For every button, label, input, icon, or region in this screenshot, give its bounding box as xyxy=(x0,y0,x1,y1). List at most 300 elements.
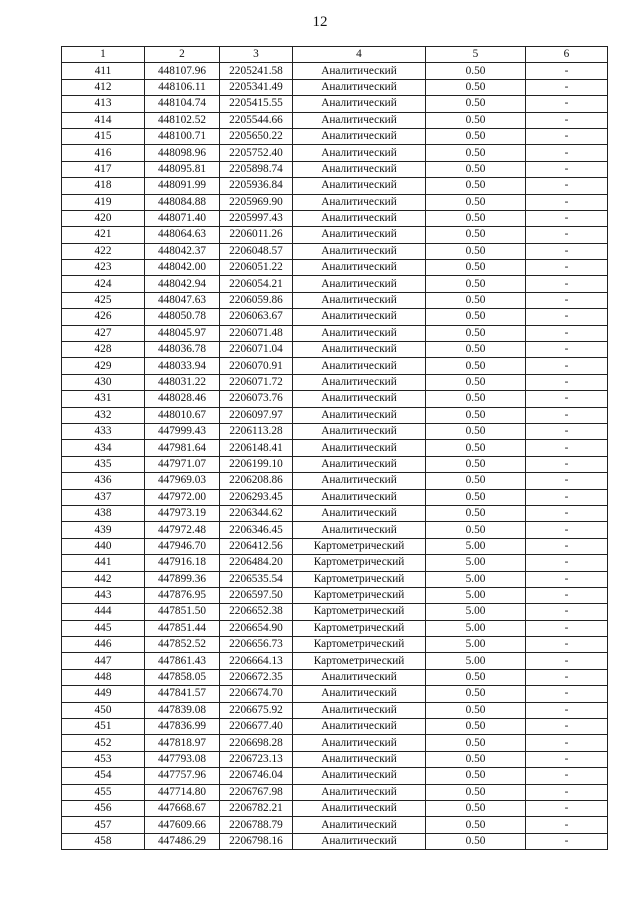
table-row xyxy=(62,243,608,259)
method-cell: Картометрический xyxy=(293,637,426,653)
accuracy-cell: 0.50 xyxy=(426,325,526,341)
y-coordinate-cell: 2206746.04 xyxy=(220,768,293,784)
x-coordinate-cell: 448042.94 xyxy=(145,276,220,292)
accuracy-cell: 0.50 xyxy=(426,243,526,259)
y-coordinate-cell: 2206674.70 xyxy=(220,686,293,702)
point-number-cell: 421 xyxy=(62,227,145,243)
method-cell: Аналитический xyxy=(293,309,426,325)
point-number-cell: 429 xyxy=(62,358,145,374)
method-cell: Аналитический xyxy=(293,63,426,79)
accuracy-cell: 0.50 xyxy=(426,407,526,423)
method-cell: Аналитический xyxy=(293,292,426,308)
y-coordinate-cell: 2206782.21 xyxy=(220,800,293,816)
method-cell: Картометрический xyxy=(293,604,426,620)
description-cell: - xyxy=(526,243,608,259)
table-row xyxy=(62,604,608,620)
table-row xyxy=(62,784,608,800)
x-coordinate-cell: 447851.50 xyxy=(145,604,220,620)
point-number-cell: 445 xyxy=(62,620,145,636)
method-cell: Аналитический xyxy=(293,686,426,702)
method-cell: Картометрический xyxy=(293,538,426,554)
point-number-cell: 451 xyxy=(62,719,145,735)
x-coordinate-cell: 447793.08 xyxy=(145,751,220,767)
column-header-1: 1 xyxy=(62,47,145,63)
table-row xyxy=(62,63,608,79)
table-row xyxy=(62,768,608,784)
table-body xyxy=(62,63,608,850)
table-row xyxy=(62,735,608,751)
method-cell: Аналитический xyxy=(293,751,426,767)
point-number-cell: 440 xyxy=(62,538,145,554)
description-cell: - xyxy=(526,309,608,325)
y-coordinate-cell: 2206071.04 xyxy=(220,342,293,358)
table-row xyxy=(62,161,608,177)
method-cell: Аналитический xyxy=(293,178,426,194)
accuracy-cell: 0.50 xyxy=(426,817,526,833)
y-coordinate-cell: 2206652.38 xyxy=(220,604,293,620)
accuracy-cell: 0.50 xyxy=(426,79,526,95)
method-cell: Аналитический xyxy=(293,145,426,161)
x-coordinate-cell: 448106.11 xyxy=(145,79,220,95)
table-row xyxy=(62,538,608,554)
point-number-cell: 448 xyxy=(62,669,145,685)
x-coordinate-cell: 447836.99 xyxy=(145,719,220,735)
description-cell: - xyxy=(526,522,608,538)
y-coordinate-cell: 2206054.21 xyxy=(220,276,293,292)
x-coordinate-cell: 447973.19 xyxy=(145,505,220,521)
column-header-6: 6 xyxy=(526,47,608,63)
accuracy-cell: 0.50 xyxy=(426,309,526,325)
x-coordinate-cell: 447486.29 xyxy=(145,833,220,849)
table-row xyxy=(62,292,608,308)
method-cell: Аналитический xyxy=(293,817,426,833)
method-cell: Картометрический xyxy=(293,653,426,669)
description-cell: - xyxy=(526,702,608,718)
x-coordinate-cell: 447818.97 xyxy=(145,735,220,751)
y-coordinate-cell: 2206097.97 xyxy=(220,407,293,423)
accuracy-cell: 0.50 xyxy=(426,128,526,144)
method-cell: Аналитический xyxy=(293,456,426,472)
column-header-2: 2 xyxy=(145,47,220,63)
description-cell: - xyxy=(526,161,608,177)
accuracy-cell: 0.50 xyxy=(426,342,526,358)
x-coordinate-cell: 448036.78 xyxy=(145,342,220,358)
accuracy-cell: 0.50 xyxy=(426,374,526,390)
y-coordinate-cell: 2205969.90 xyxy=(220,194,293,210)
description-cell: - xyxy=(526,178,608,194)
table-row xyxy=(62,522,608,538)
point-number-cell: 455 xyxy=(62,784,145,800)
y-coordinate-cell: 2206597.50 xyxy=(220,587,293,603)
x-coordinate-cell: 447839.08 xyxy=(145,702,220,718)
accuracy-cell: 5.00 xyxy=(426,538,526,554)
x-coordinate-cell: 447876.95 xyxy=(145,587,220,603)
accuracy-cell: 0.50 xyxy=(426,456,526,472)
x-coordinate-cell: 447946.70 xyxy=(145,538,220,554)
y-coordinate-cell: 2206059.86 xyxy=(220,292,293,308)
point-number-cell: 443 xyxy=(62,587,145,603)
accuracy-cell: 0.50 xyxy=(426,833,526,849)
point-number-cell: 414 xyxy=(62,112,145,128)
accuracy-cell: 0.50 xyxy=(426,473,526,489)
x-coordinate-cell: 447851.44 xyxy=(145,620,220,636)
point-number-cell: 425 xyxy=(62,292,145,308)
method-cell: Аналитический xyxy=(293,669,426,685)
description-cell: - xyxy=(526,227,608,243)
accuracy-cell: 5.00 xyxy=(426,637,526,653)
y-coordinate-cell: 2206071.72 xyxy=(220,374,293,390)
accuracy-cell: 0.50 xyxy=(426,522,526,538)
point-number-cell: 416 xyxy=(62,145,145,161)
method-cell: Аналитический xyxy=(293,719,426,735)
x-coordinate-cell: 448098.96 xyxy=(145,145,220,161)
table-row xyxy=(62,79,608,95)
point-number-cell: 447 xyxy=(62,653,145,669)
accuracy-cell: 0.50 xyxy=(426,391,526,407)
description-cell: - xyxy=(526,79,608,95)
column-header-3: 3 xyxy=(220,47,293,63)
y-coordinate-cell: 2206412.56 xyxy=(220,538,293,554)
table-row xyxy=(62,423,608,439)
description-cell: - xyxy=(526,407,608,423)
x-coordinate-cell: 447972.48 xyxy=(145,522,220,538)
x-coordinate-cell: 447841.57 xyxy=(145,686,220,702)
x-coordinate-cell: 448095.81 xyxy=(145,161,220,177)
method-cell: Аналитический xyxy=(293,112,426,128)
accuracy-cell: 5.00 xyxy=(426,653,526,669)
table-row xyxy=(62,96,608,112)
accuracy-cell: 0.50 xyxy=(426,63,526,79)
point-number-cell: 415 xyxy=(62,128,145,144)
accuracy-cell: 0.50 xyxy=(426,669,526,685)
point-number-cell: 427 xyxy=(62,325,145,341)
column-header-5: 5 xyxy=(426,47,526,63)
table-row xyxy=(62,686,608,702)
y-coordinate-cell: 2206148.41 xyxy=(220,440,293,456)
point-number-cell: 453 xyxy=(62,751,145,767)
x-coordinate-cell: 448107.96 xyxy=(145,63,220,79)
point-number-cell: 458 xyxy=(62,833,145,849)
table-row xyxy=(62,587,608,603)
accuracy-cell: 0.50 xyxy=(426,227,526,243)
method-cell: Аналитический xyxy=(293,489,426,505)
y-coordinate-cell: 2205415.55 xyxy=(220,96,293,112)
accuracy-cell: 0.50 xyxy=(426,178,526,194)
description-cell: - xyxy=(526,456,608,472)
description-cell: - xyxy=(526,325,608,341)
accuracy-cell: 0.50 xyxy=(426,702,526,718)
table-row xyxy=(62,178,608,194)
method-cell: Аналитический xyxy=(293,391,426,407)
table-row xyxy=(62,719,608,735)
description-cell: - xyxy=(526,210,608,226)
y-coordinate-cell: 2205341.49 xyxy=(220,79,293,95)
y-coordinate-cell: 2206071.48 xyxy=(220,325,293,341)
description-cell: - xyxy=(526,587,608,603)
method-cell: Картометрический xyxy=(293,620,426,636)
description-cell: - xyxy=(526,620,608,636)
method-cell: Аналитический xyxy=(293,276,426,292)
y-coordinate-cell: 2206698.28 xyxy=(220,735,293,751)
accuracy-cell: 0.50 xyxy=(426,194,526,210)
x-coordinate-cell: 448091.99 xyxy=(145,178,220,194)
description-cell: - xyxy=(526,833,608,849)
description-cell: - xyxy=(526,604,608,620)
x-coordinate-cell: 447971.07 xyxy=(145,456,220,472)
accuracy-cell: 0.50 xyxy=(426,768,526,784)
x-coordinate-cell: 448031.22 xyxy=(145,374,220,390)
table-row xyxy=(62,276,608,292)
table-row xyxy=(62,128,608,144)
description-cell: - xyxy=(526,96,608,112)
description-cell: - xyxy=(526,260,608,276)
point-number-cell: 437 xyxy=(62,489,145,505)
accuracy-cell: 0.50 xyxy=(426,292,526,308)
table-row xyxy=(62,833,608,849)
point-number-cell: 456 xyxy=(62,800,145,816)
x-coordinate-cell: 448084.88 xyxy=(145,194,220,210)
y-coordinate-cell: 2206208.86 xyxy=(220,473,293,489)
y-coordinate-cell: 2205752.40 xyxy=(220,145,293,161)
y-coordinate-cell: 2206677.40 xyxy=(220,719,293,735)
x-coordinate-cell: 448071.40 xyxy=(145,210,220,226)
description-cell: - xyxy=(526,358,608,374)
method-cell: Картометрический xyxy=(293,571,426,587)
point-number-cell: 424 xyxy=(62,276,145,292)
description-cell: - xyxy=(526,653,608,669)
description-cell: - xyxy=(526,473,608,489)
point-number-cell: 457 xyxy=(62,817,145,833)
point-number-cell: 417 xyxy=(62,161,145,177)
method-cell: Аналитический xyxy=(293,342,426,358)
accuracy-cell: 0.50 xyxy=(426,423,526,439)
point-number-cell: 442 xyxy=(62,571,145,587)
x-coordinate-cell: 447609.66 xyxy=(145,817,220,833)
x-coordinate-cell: 447999.43 xyxy=(145,423,220,439)
table-row xyxy=(62,637,608,653)
column-header-4: 4 xyxy=(293,47,426,63)
method-cell: Картометрический xyxy=(293,555,426,571)
x-coordinate-cell: 447899.36 xyxy=(145,571,220,587)
table-row xyxy=(62,751,608,767)
y-coordinate-cell: 2205997.43 xyxy=(220,210,293,226)
x-coordinate-cell: 448102.52 xyxy=(145,112,220,128)
description-cell: - xyxy=(526,374,608,390)
y-coordinate-cell: 2206344.62 xyxy=(220,505,293,521)
point-number-cell: 452 xyxy=(62,735,145,751)
description-cell: - xyxy=(526,145,608,161)
description-cell: - xyxy=(526,342,608,358)
table-row xyxy=(62,571,608,587)
table-row xyxy=(62,342,608,358)
y-coordinate-cell: 2205898.74 xyxy=(220,161,293,177)
y-coordinate-cell: 2206656.73 xyxy=(220,637,293,653)
point-number-cell: 431 xyxy=(62,391,145,407)
y-coordinate-cell: 2206535.54 xyxy=(220,571,293,587)
method-cell: Аналитический xyxy=(293,784,426,800)
y-coordinate-cell: 2205544.66 xyxy=(220,112,293,128)
point-number-cell: 450 xyxy=(62,702,145,718)
y-coordinate-cell: 2205936.84 xyxy=(220,178,293,194)
y-coordinate-cell: 2206675.92 xyxy=(220,702,293,718)
x-coordinate-cell: 447858.05 xyxy=(145,669,220,685)
point-number-cell: 428 xyxy=(62,342,145,358)
point-number-cell: 420 xyxy=(62,210,145,226)
y-coordinate-cell: 2206723.13 xyxy=(220,751,293,767)
description-cell: - xyxy=(526,128,608,144)
table-row xyxy=(62,227,608,243)
table-row xyxy=(62,210,608,226)
y-coordinate-cell: 2206011.26 xyxy=(220,227,293,243)
method-cell: Аналитический xyxy=(293,79,426,95)
point-number-cell: 435 xyxy=(62,456,145,472)
description-cell: - xyxy=(526,571,608,587)
table-row xyxy=(62,555,608,571)
y-coordinate-cell: 2205650.22 xyxy=(220,128,293,144)
point-number-cell: 434 xyxy=(62,440,145,456)
point-number-cell: 432 xyxy=(62,407,145,423)
description-cell: - xyxy=(526,489,608,505)
table-row xyxy=(62,653,608,669)
x-coordinate-cell: 448033.94 xyxy=(145,358,220,374)
description-cell: - xyxy=(526,440,608,456)
accuracy-cell: 5.00 xyxy=(426,620,526,636)
method-cell: Аналитический xyxy=(293,423,426,439)
description-cell: - xyxy=(526,686,608,702)
method-cell: Аналитический xyxy=(293,768,426,784)
table-row xyxy=(62,194,608,210)
x-coordinate-cell: 448010.67 xyxy=(145,407,220,423)
point-number-cell: 444 xyxy=(62,604,145,620)
point-number-cell: 436 xyxy=(62,473,145,489)
description-cell: - xyxy=(526,637,608,653)
accuracy-cell: 0.50 xyxy=(426,145,526,161)
accuracy-cell: 0.50 xyxy=(426,260,526,276)
y-coordinate-cell: 2205241.58 xyxy=(220,63,293,79)
method-cell: Аналитический xyxy=(293,473,426,489)
method-cell: Аналитический xyxy=(293,325,426,341)
accuracy-cell: 0.50 xyxy=(426,800,526,816)
y-coordinate-cell: 2206798.16 xyxy=(220,833,293,849)
y-coordinate-cell: 2206672.35 xyxy=(220,669,293,685)
accuracy-cell: 0.50 xyxy=(426,686,526,702)
x-coordinate-cell: 448042.00 xyxy=(145,260,220,276)
method-cell: Аналитический xyxy=(293,227,426,243)
accuracy-cell: 0.50 xyxy=(426,112,526,128)
description-cell: - xyxy=(526,112,608,128)
point-number-cell: 454 xyxy=(62,768,145,784)
x-coordinate-cell: 447714.80 xyxy=(145,784,220,800)
page-number: 12 xyxy=(312,14,328,30)
method-cell: Аналитический xyxy=(293,440,426,456)
accuracy-cell: 0.50 xyxy=(426,161,526,177)
table-row xyxy=(62,374,608,390)
table-row xyxy=(62,669,608,685)
method-cell: Аналитический xyxy=(293,128,426,144)
y-coordinate-cell: 2206073.76 xyxy=(220,391,293,407)
description-cell: - xyxy=(526,538,608,554)
table-row xyxy=(62,505,608,521)
description-cell: - xyxy=(526,505,608,521)
description-cell: - xyxy=(526,784,608,800)
table-row xyxy=(62,817,608,833)
table-row xyxy=(62,473,608,489)
y-coordinate-cell: 2206767.98 xyxy=(220,784,293,800)
coordinates-table xyxy=(61,46,608,850)
accuracy-cell: 0.50 xyxy=(426,751,526,767)
accuracy-cell: 5.00 xyxy=(426,587,526,603)
table-row xyxy=(62,702,608,718)
method-cell: Аналитический xyxy=(293,702,426,718)
description-cell: - xyxy=(526,669,608,685)
point-number-cell: 423 xyxy=(62,260,145,276)
description-cell: - xyxy=(526,292,608,308)
point-number-cell: 422 xyxy=(62,243,145,259)
description-cell: - xyxy=(526,751,608,767)
x-coordinate-cell: 448064.63 xyxy=(145,227,220,243)
point-number-cell: 412 xyxy=(62,79,145,95)
y-coordinate-cell: 2206199.10 xyxy=(220,456,293,472)
x-coordinate-cell: 448028.46 xyxy=(145,391,220,407)
description-cell: - xyxy=(526,63,608,79)
method-cell: Аналитический xyxy=(293,96,426,112)
method-cell: Аналитический xyxy=(293,407,426,423)
table-row xyxy=(62,145,608,161)
point-number-cell: 419 xyxy=(62,194,145,210)
point-number-cell: 426 xyxy=(62,309,145,325)
method-cell: Аналитический xyxy=(293,800,426,816)
table-row xyxy=(62,325,608,341)
point-number-cell: 439 xyxy=(62,522,145,538)
accuracy-cell: 5.00 xyxy=(426,604,526,620)
accuracy-cell: 5.00 xyxy=(426,555,526,571)
x-coordinate-cell: 448100.71 xyxy=(145,128,220,144)
accuracy-cell: 0.50 xyxy=(426,489,526,505)
accuracy-cell: 0.50 xyxy=(426,210,526,226)
point-number-cell: 418 xyxy=(62,178,145,194)
description-cell: - xyxy=(526,276,608,292)
method-cell: Аналитический xyxy=(293,358,426,374)
y-coordinate-cell: 2206070.91 xyxy=(220,358,293,374)
y-coordinate-cell: 2206063.67 xyxy=(220,309,293,325)
description-cell: - xyxy=(526,423,608,439)
description-cell: - xyxy=(526,768,608,784)
y-coordinate-cell: 2206113.28 xyxy=(220,423,293,439)
y-coordinate-cell: 2206484.20 xyxy=(220,555,293,571)
point-number-cell: 411 xyxy=(62,63,145,79)
point-number-cell: 433 xyxy=(62,423,145,439)
table-row xyxy=(62,800,608,816)
y-coordinate-cell: 2206048.57 xyxy=(220,243,293,259)
x-coordinate-cell: 448104.74 xyxy=(145,96,220,112)
x-coordinate-cell: 447969.03 xyxy=(145,473,220,489)
y-coordinate-cell: 2206293.45 xyxy=(220,489,293,505)
x-coordinate-cell: 448045.97 xyxy=(145,325,220,341)
x-coordinate-cell: 447668.67 xyxy=(145,800,220,816)
point-number-cell: 446 xyxy=(62,637,145,653)
accuracy-cell: 0.50 xyxy=(426,358,526,374)
x-coordinate-cell: 448047.63 xyxy=(145,292,220,308)
table-header-row xyxy=(62,47,608,63)
method-cell: Аналитический xyxy=(293,243,426,259)
description-cell: - xyxy=(526,194,608,210)
description-cell: - xyxy=(526,735,608,751)
table-row xyxy=(62,260,608,276)
accuracy-cell: 0.50 xyxy=(426,96,526,112)
table-row xyxy=(62,112,608,128)
point-number-cell: 430 xyxy=(62,374,145,390)
accuracy-cell: 0.50 xyxy=(426,735,526,751)
